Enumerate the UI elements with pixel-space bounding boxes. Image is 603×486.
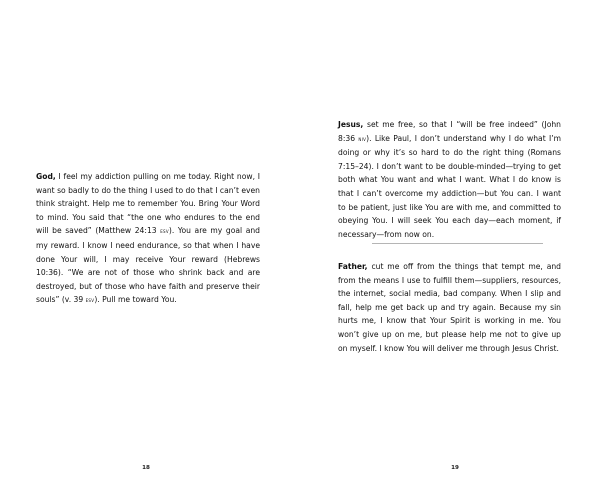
paragraph-text: ). Like Paul, I don’t understand why I do what I’m doing or why it’s so hard to do the right thing (Romans 7:15–24). I don’t want to be double-minded—trying to get both what You want and what I want. What I do know is that I can’t overcome my addiction—but You can. I want to be patient, just like You are with me, and committed to obeying You. I will seek You each day—each moment, if necessary—from now on.: [338, 133, 562, 239]
paragraph-lead-word: Father,: [338, 262, 368, 271]
bible-version-abbrev: esv: [160, 227, 169, 236]
bible-version-abbrev: esv: [85, 296, 95, 305]
paragraph-lead-word: Jesus,: [338, 120, 364, 129]
left-page: [0, 0, 301, 486]
bible-version-abbrev: niv: [358, 134, 367, 143]
page-number: 19: [451, 465, 459, 471]
right-page: [302, 0, 603, 486]
paragraph-text: ). Pull me toward You.: [94, 295, 177, 305]
prayer-paragraph-god: [36, 170, 260, 308]
paragraph-lead-word: God,: [36, 172, 56, 181]
prayer-paragraph-father: [338, 260, 561, 355]
paragraph-text: set me free, so that I “will be free indeed” (John 8:36: [338, 120, 561, 143]
paragraph-text: ). You are my goal and my reward. I know I need endurance, so that when I have done Your will, I may receive Your reward (Hebrews 10:36). “We are not of those who shrink back and are destroyed, but of those who have faith and preserve their souls” (v. 39: [36, 226, 260, 305]
paragraph-text: cut me off from the things that tempt me, and from the means I use to fulfill them—suppliers, resources, the internet, social media, bad company. When I slip and fall, help me get back up and try again. Because my sin hurts me, I know that Your Spirit is working in me. You won’t give up on me, but please help me not to give up on myself. I know You will deliver me through Jesus Christ.: [338, 262, 561, 353]
section-divider: [372, 243, 543, 244]
prayer-paragraph-jesus: [338, 118, 561, 241]
paragraph-text: I feel my addiction pulling on me today. Right now, I want so badly to do the thing I used to do that I can’t even think straight. Help me to remember You. Bring Your Word to mind. You said that “the one who endures to the end will be saved” (Matthew 24:13: [36, 172, 260, 236]
page-number: 18: [142, 465, 150, 471]
